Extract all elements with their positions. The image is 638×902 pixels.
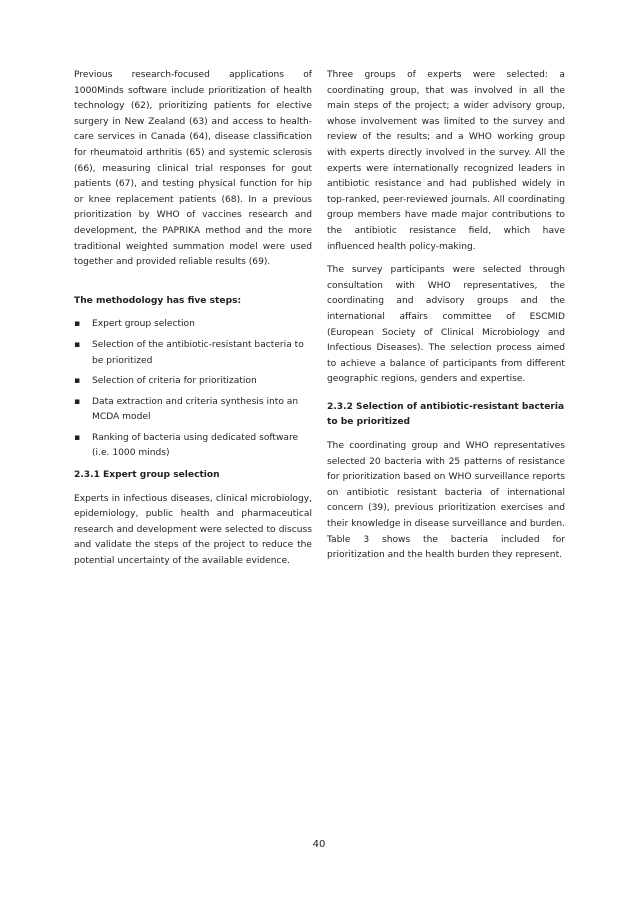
section-232-heading: 2.3.2 Selection of antibiotic-resistant bacteria to be prioritized [327, 401, 565, 428]
list-item [74, 395, 312, 426]
bullet-icon: ▪ [74, 396, 81, 407]
step-text: Selection of the antibiotic-resistant bacteria to be prioritized [92, 339, 304, 366]
section-231-paragraph: Experts in infectious diseases, clinical microbiology, epidemiology, public health and pharmaceutical research and development were selected to discuss and validate the steps of the project to reduce the potential uncertainty of the available evidence. [74, 493, 312, 567]
step-text: Selection of criteria for prioritization [92, 376, 257, 387]
bullet-icon: ▪ [74, 319, 81, 330]
step-text: Data extraction and criteria synthesis into an MCDA model [92, 396, 299, 423]
groups-paragraph: Three groups of experts were selected: a coordinating group, that was involved in all the main steps of the project; a wider advisory group, whose involvement was limited to the survey and review of the results; and a WHO working group with experts directly involved in the survey. All the experts were internationally recognized leaders in antibiotic resistance and had published widely in top-ranked, peer-reviewed journals. All coordinating group members have made major contributions to the antibiotic resistance field, which have influenced health policy-making. [327, 70, 565, 252]
step-text: Expert group selection [92, 319, 195, 330]
list-item [74, 317, 312, 333]
page-number: 40 [312, 839, 326, 850]
list-item [74, 431, 312, 462]
bullet-icon: ▪ [74, 339, 81, 350]
survey-paragraph: The survey participants were selected through consultation with WHO representatives, the coordinating and advisory groups and the international affairs committee of ESCMID (European Society of Clinical Microbiology and Infectious Diseases). The selection process aimed to achieve a balance of participants from different geographic regions, genders and expertise. [327, 265, 565, 385]
bullet-icon: ▪ [74, 432, 81, 443]
intro-paragraph: Previous research-focused applications of 1000Minds software include prioritization of health technology (62), prioritizing patients for elective surgery in New Zealand (63) and access to health-care services in Canada (64), disease classification for rheumatoid arthritis (65) and systemic sclerosis (66), measuring clinical trial responses for gout patients (67), and testing physical function for hip or knee replacement patients (68). In a previous prioritization by WHO of vaccines research and development, the PAPRIKA method and the more traditional weighted summation model were used together and provided reliable results (69). [74, 70, 312, 268]
spacer [74, 279, 312, 294]
steps-list [74, 317, 312, 462]
steps-heading: The methodology has five steps: [74, 295, 242, 306]
step-text: Ranking of bacteria using dedicated software (i.e. 1000 minds) [92, 432, 299, 459]
left-column [74, 68, 312, 578]
section-231-heading: 2.3.1 Expert group selection [74, 470, 220, 481]
list-item [74, 374, 312, 390]
section-232-paragraph: The coordinating group and WHO representatives selected 20 bacteria with 25 patterns of resistance for prioritization based on WHO surveillance reports on antibiotic resistant bacteria of international concern (39), previous prioritization exercises and their knowledge in disease surveillance and burden. Table 3 shows the bacteria included for prioritization and the health burden they represent. [327, 441, 565, 561]
bullet-icon: ▪ [74, 376, 81, 387]
list-item [74, 338, 312, 369]
right-column [327, 68, 565, 572]
